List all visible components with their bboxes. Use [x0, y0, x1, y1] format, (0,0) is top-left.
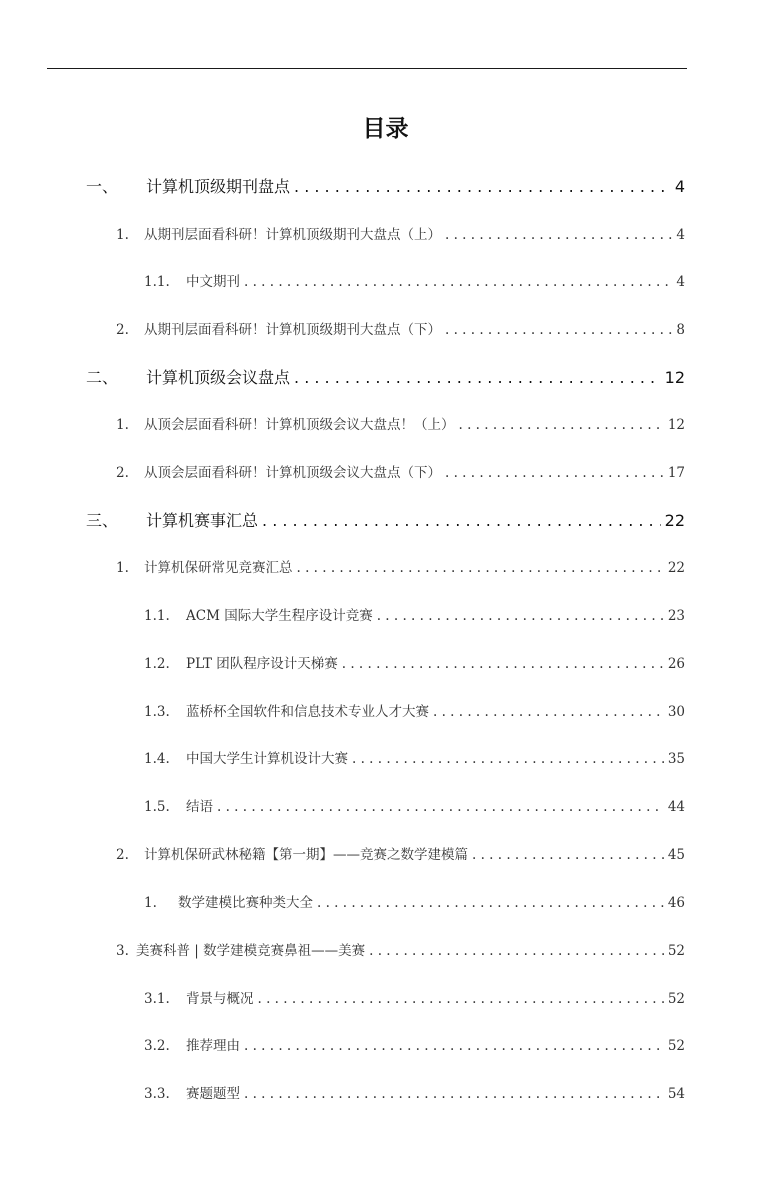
- toc-entry-title: 推荐理由: [186, 1038, 240, 1054]
- toc-entry-number: 三、: [86, 511, 119, 530]
- toc-entry-page: 4: [676, 274, 685, 290]
- toc-entry[interactable]: [86, 508, 685, 532]
- toc-entry-page: 44: [667, 799, 685, 815]
- toc-entry-number: 1.1.: [144, 274, 170, 290]
- toc-entry[interactable]: [144, 795, 685, 819]
- toc-entry[interactable]: [144, 604, 685, 628]
- toc-leader-dots: [244, 1038, 664, 1054]
- toc-leader-dots: [342, 656, 664, 672]
- toc-leader-dots: [369, 943, 664, 959]
- toc-leader-dots: [472, 847, 664, 863]
- toc-entry[interactable]: [116, 843, 685, 867]
- toc-entry-number: 2.: [116, 322, 129, 338]
- toc-entry[interactable]: [144, 987, 685, 1011]
- toc-entry-page: 30: [667, 704, 685, 720]
- toc-entry-number: 1.: [116, 417, 129, 433]
- toc-entry[interactable]: [144, 1082, 685, 1106]
- toc-entry-title: 中国大学生计算机设计大赛: [186, 751, 348, 767]
- toc-leader-dots: [352, 751, 664, 767]
- page-title: 目录: [362, 116, 409, 142]
- toc-leader-dots: [433, 704, 664, 720]
- toc-entry-number: 3.1.: [144, 991, 170, 1007]
- toc-entry-page: 12: [664, 368, 685, 387]
- toc-leader-dots: [297, 560, 664, 576]
- toc-entry-title: 从顶会层面看科研！计算机顶级会议大盘点！（上）: [144, 417, 455, 433]
- toc-entry-title: 背景与概况: [186, 991, 254, 1007]
- toc-entry-title: 从期刊层面看科研！计算机顶级期刊大盘点（下）: [144, 322, 441, 338]
- toc-entry-page: 52: [667, 991, 685, 1007]
- toc-entry-page: 22: [667, 560, 685, 576]
- toc-entry[interactable]: [116, 223, 685, 247]
- toc-entry-page: 46: [667, 895, 685, 911]
- toc-entry-page: 17: [667, 465, 685, 481]
- toc-leader-dots: [317, 895, 664, 911]
- toc-leader-dots: [459, 417, 664, 433]
- toc-entry-title: PLT 团队程序设计天梯赛: [186, 656, 338, 672]
- toc-entry-page: 4: [676, 227, 685, 243]
- toc-entry-number: 3.2.: [144, 1038, 170, 1054]
- toc-entry-page: 45: [667, 847, 685, 863]
- toc-entry-title: 美赛科普 | 数学建模竞赛鼻祖——美赛: [136, 943, 366, 959]
- toc-entry-title: 从期刊层面看科研！计算机顶级期刊大盘点（上）: [144, 227, 441, 243]
- toc-entry-title: ACM 国际大学生程序设计竞赛: [186, 608, 373, 624]
- toc-entry-number: 1.5.: [144, 799, 170, 815]
- toc-entry[interactable]: [144, 652, 685, 676]
- toc-entry-number: 1.: [116, 227, 129, 243]
- toc-leader-dots: [244, 274, 672, 290]
- toc-entry-title: 计算机顶级期刊盘点: [146, 177, 291, 196]
- toc-entry[interactable]: [86, 365, 685, 389]
- toc-leader-dots: [445, 227, 672, 243]
- toc-entry-page: 35: [667, 751, 685, 767]
- toc-entry-number: 1.4.: [144, 751, 170, 767]
- toc-entry[interactable]: [144, 270, 685, 294]
- toc-entry-number: 1.: [116, 560, 129, 576]
- toc-entry-title: 赛题题型: [186, 1086, 240, 1102]
- toc-entry[interactable]: [144, 1034, 685, 1058]
- toc-entry[interactable]: [116, 556, 685, 580]
- toc-leader-dots: [258, 991, 664, 1007]
- toc-entry-number: 1.2.: [144, 656, 170, 672]
- toc-entry-page: 23: [667, 608, 685, 624]
- toc-entry-title: 计算机赛事汇总: [146, 511, 259, 530]
- toc-entry-number: 2.: [116, 847, 129, 863]
- toc-entry-page: 52: [667, 943, 685, 959]
- toc-entry-title: 计算机保研武林秘籍【第一期】——竞赛之数学建模篇: [144, 847, 468, 863]
- toc-leader-dots: [244, 1086, 664, 1102]
- toc-leader-dots: [445, 322, 672, 338]
- toc-entry-page: 4: [674, 177, 685, 196]
- toc-entry[interactable]: [86, 174, 685, 198]
- toc-entry-title: 数学建模比赛种类大全: [178, 895, 313, 911]
- toc-entry-title: 从顶会层面看科研！计算机顶级会议大盘点（下）: [144, 465, 441, 481]
- toc-entry-page: 8: [676, 322, 685, 338]
- toc-entry[interactable]: [116, 413, 685, 437]
- toc-entry-page: 26: [667, 656, 685, 672]
- toc-leader-dots: [445, 465, 664, 481]
- toc-entry-number: 3.3.: [144, 1086, 170, 1102]
- toc-entry-number: 2.: [116, 465, 129, 481]
- toc-entry-number: 1.1.: [144, 608, 170, 624]
- toc-entry-page: 12: [667, 417, 685, 433]
- toc-entry-title: 蓝桥杯全国软件和信息技术专业人才大赛: [186, 704, 429, 720]
- toc-entry-title: 中文期刊: [186, 274, 240, 290]
- toc-entry-title: 计算机顶级会议盘点: [146, 368, 291, 387]
- toc-entry-number: 二、: [86, 368, 119, 387]
- toc-entry[interactable]: [144, 891, 685, 915]
- toc-leader-dots: [262, 511, 661, 530]
- toc-entry[interactable]: [144, 700, 685, 724]
- toc-entry-page: 52: [667, 1038, 685, 1054]
- toc-entry-page: 54: [667, 1086, 685, 1102]
- toc-leader-dots: [217, 799, 664, 815]
- header-rule: [47, 68, 687, 69]
- toc-entry[interactable]: [116, 461, 685, 485]
- toc-entry[interactable]: [144, 747, 685, 771]
- toc-leader-dots: [377, 608, 664, 624]
- toc-entry[interactable]: [116, 939, 685, 963]
- toc-entry-title: 结语: [186, 799, 213, 815]
- toc-leader-dots: [294, 368, 661, 387]
- toc-entry-page: 22: [664, 511, 685, 530]
- toc-leader-dots: [294, 177, 671, 196]
- toc-entry-title: 计算机保研常见竞赛汇总: [144, 560, 293, 576]
- toc-entry[interactable]: [116, 318, 685, 342]
- toc-entry-number: 3.: [116, 943, 129, 959]
- toc-entry-number: 一、: [86, 177, 119, 196]
- toc-entry-number: 1.: [144, 895, 157, 911]
- toc-entry-number: 1.3.: [144, 704, 170, 720]
